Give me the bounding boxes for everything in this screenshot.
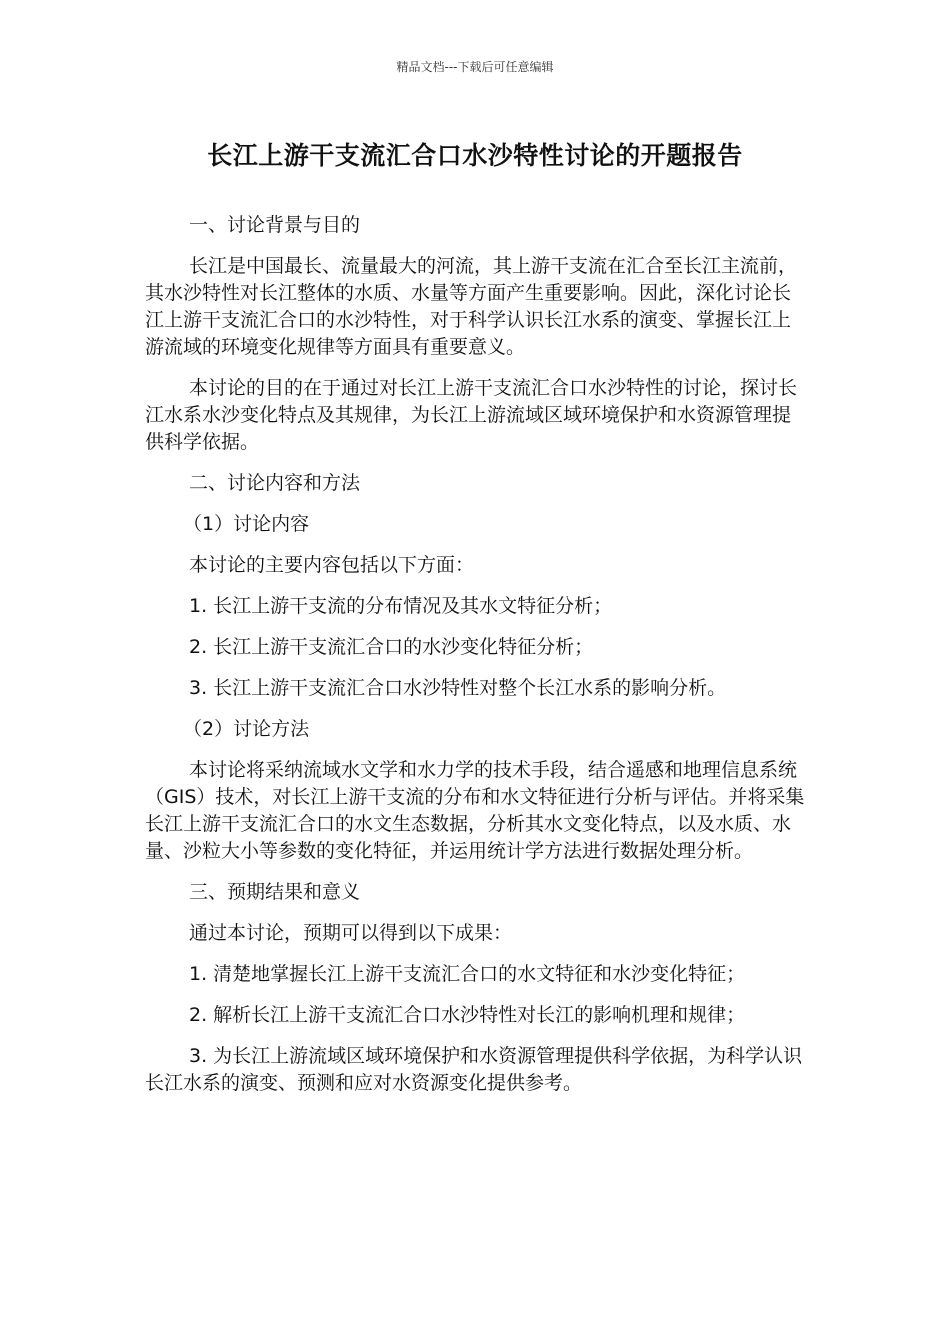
subheading-method: （2）讨论方法 <box>183 718 310 740</box>
document-title: 长江上游干支流汇合口水沙特性讨论的开题报告 <box>207 141 743 170</box>
section-heading-results: 三、预期结果和意义 <box>189 881 361 903</box>
section-heading-background: 一、讨论背景与目的 <box>189 214 361 236</box>
subheading-content: （1）讨论内容 <box>183 513 310 535</box>
paragraph-content-intro: 本讨论的主要内容包括以下方面： <box>189 554 475 576</box>
list-item: 3. 为长江上游流域区域环境保护和水资源管理提供科学依据，为科学认识长江水系的演变、预测和应对水资源变化提供参考。 <box>145 1045 803 1094</box>
paragraph-method: 本讨论将采纳流域水文学和水力学的技术手段，结合遥感和地理信息系统（GIS）技术，对长江上游干支流的分布和水文特征进行分析与评估。并将采集长江上游干支流汇合口的水文生态数据，分析其水文变化特点，以及水质、水量、沙粒大小等参数的变化特征，并运用统计学方法进行数据处理分析。 <box>145 759 805 862</box>
paragraph-background: 长江是中国最长、流量最大的河流，其上游干支流在汇合至长江主流前，其水沙特性对长江整体的水质、水量等方面产生重要影响。因此，深化讨论长江上游干支流汇合口的水沙特性，对于科学认识长江水系的演变、掌握长江上游流域的环境变化规律等方面具有重要意义。 <box>145 255 798 358</box>
list-item: 2. 解析长江上游干支流汇合口水沙特性对长江的影响机理和规律； <box>189 1004 746 1026</box>
paragraph-results-intro: 通过本讨论，预期可以得到以下成果： <box>189 922 513 944</box>
header-note: 精品文档---下载后可任意编辑 <box>396 60 554 74</box>
section-heading-content-method: 二、讨论内容和方法 <box>189 472 361 494</box>
list-item: 3. 长江上游干支流汇合口水沙特性对整个长江水系的影响分析。 <box>189 677 727 699</box>
document-body <box>145 212 805 1111</box>
list-item: 1. 清楚地掌握长江上游干支流汇合口的水文特征和水沙变化特征； <box>189 963 746 985</box>
list-item: 2. 长江上游干支流汇合口的水沙变化特征分析； <box>189 636 594 658</box>
paragraph-purpose: 本讨论的目的在于通过对长江上游干支流汇合口水沙特性的讨论，探讨长江水系水沙变化特点及其规律，为长江上游流域区域环境保护和水资源管理提供科学依据。 <box>145 377 798 453</box>
list-item: 1. 长江上游干支流的分布情况及其水文特征分析； <box>189 595 613 617</box>
